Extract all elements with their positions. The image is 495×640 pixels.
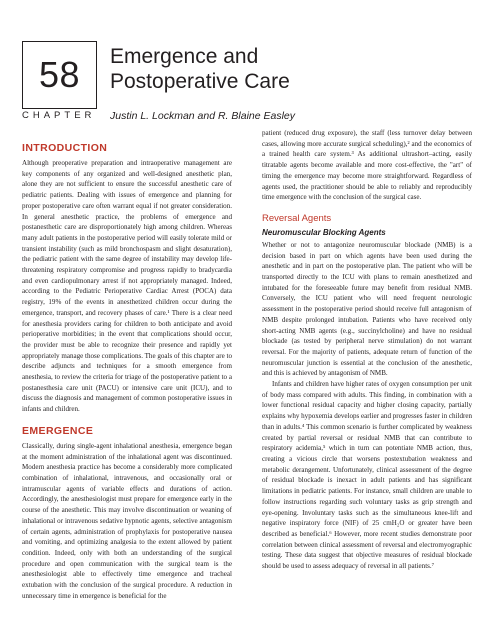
chapter-label: CHAPTER <box>22 110 96 121</box>
introduction-heading: INTRODUCTION <box>22 142 108 154</box>
nmb-agents-heading: Neuromuscular Blocking Agents <box>262 227 386 237</box>
emergence-heading: EMERGENCE <box>22 424 94 437</box>
chapter-number: 58 <box>38 54 81 95</box>
introduction-paragraph: Although preoperative preparation and intraoperative management are key components of any organized and well-designed anesthetic plan, alone they are not sufficient to ensure the successful anesthetic care of pediatric patients. Dealing with issues of emergence and planning for proper postoperative care often warrant equal if not greater consideration. In general anesthetic practice, the problems of emergence and postanesthetic care are disproportionately high among children. Whereas many adult patients in the postoperative period will easily tolerate mild or transient instability (such as mild bronchospasm and slight desaturation), the pediatric patient with the same degree of instability may develop life-threatening respiratory compromise and progress rapidly to bradycardia and even cardiopulmonary arrest if not appropriately managed. Indeed, according to the Pediatric Perioperative Cardiac Arrest (POCA) data registry, 19% of the events in anesthetized children occur during the emergence, transport, and recovery phases of care.¹ There is a clear need for anesthesia providers caring for children to both anticipate and avoid perioperative morbidities; in the event that complications should occur, the provider must be able to recognize their presence and rapidly yet appropriately manage those complications. The goals of this chapter are to describe adjuncts and techniques for a smooth emergence from anesthesia, to review the criteria for triage of the postoperative patient to a postanesthesia care unit (PACU) or intensive care unit (ICU), and to discuss the diagnosis and management of common postoperative issues in infants and children. <box>22 159 232 414</box>
emergence-paragraph: Classically, during single-agent inhalational anesthesia, emergence began at the moment administration of the inhalational agent was discontinued. Modern anesthesia practice has become a considerably more complicated combination of inhalational, intravenous, and occasionally oral or intramuscular agents of variable effects and durations of action. Accordingly, the anesthesiologist must prepare for emergence early in the course of the anesthetic. This may involve discontinuation or weaning of inhalational or intravenous sedative hypnotic agents, selective antagonism of certain agents, administration of prophylaxis for postoperative nausea and vomiting, and optimizing analgesia to the extent allowed by patient condition. Indeed, only with both an understanding of the surgical procedure and open communication with the surgical team is the anesthesiologist able to effectively time emergence and tracheal extubation with the conclusion of the surgical procedure. A reduction in unnecessary time in emergence is beneficial for the <box>22 441 232 600</box>
chapter-title <box>110 44 470 94</box>
chapter-header <box>0 0 495 132</box>
nmb-paragraph-2: Infants and children have higher rates of oxygen consumption per unit of body mass compared with adults. This finding, in combination with a lower functional residual capacity and higher closing capacity, partially explains why hypoxemia develops earlier and progresses faster in children than in adults.⁴ This common scenario is further complicated by weakness created by partial reversal or residual NMB that can contribute to respiratory acidemia,⁵ which in turn can potentiate NMB action, thus, creating a vicious circle that worsens postextubation weakness and metabolic derangement. Unfortunately, clinical assessment of the degree of residual blockade is inexact in adult patients and has significant limitations in pediatric patients. For instance, small children are unable to follow instructions regarding such voluntary tasks as grip strength and eye-opening. Involuntary tasks such as the simultaneous knee-lift and negative inspiratory force (NIF) of 25 cmH₂O or greater have been described as beneficial.⁶ However, more recent studies demonstrate poor correlation between clinical assessment of reversal and electromyographic testing. These data suggest that objective measures of residual blockade should be used to assess adequacy of reversal in all patients.⁷ <box>262 380 472 571</box>
right-column <box>262 128 472 572</box>
nmb-paragraph-1: Whether or not to antagonize neuromuscular blockade (NMB) is a decision based in part on which agents have been used during the anesthetic and in part on the postoperative plan. The patient who will be transported directly to the ICU with plans to remain anesthetized and intubated for the foreseeable future may benefit from residual NMB. Conversely, the ICU patient who will need frequent neurologic assessment in the postoperative period should receive full antagonism of NMB despite prolonged intubation. Patients who have received only short-acting NMB agents (e.g., succinylcholine) and have no residual blockade (as tested by peripheral nerve stimulation) do not warrant reversal. For the majority of patients, adequate return of function of the neuromuscular junction is essential at the conclusion of the anesthetic, and this is achieved by antagonism of NMB. <box>262 240 472 378</box>
reversal-agents-heading: Reversal Agents <box>262 212 332 224</box>
continued-paragraph: patient (reduced drug exposure), the staff (less turnover delay between cases, allowing more accurate surgical scheduling),² and the economics of a trained health care system.³ As additional ultrashort–acting, easily titratable agents become available and more cost-effective, the "art" of timing the emergence may become more straightforward. Regardless of agents used, the practitioner should be able to reliably and reproducibly time emergence with the conclusion of the surgical case. <box>262 129 472 202</box>
chapter-title-line-1: Emergence and <box>110 45 259 68</box>
left-column <box>22 142 232 601</box>
chapter-authors: Justin L. Lockman and R. Blaine Easley <box>110 110 296 122</box>
chapter-number-box <box>22 41 97 109</box>
chapter-title-line-2: Postoperative Care <box>110 70 290 93</box>
